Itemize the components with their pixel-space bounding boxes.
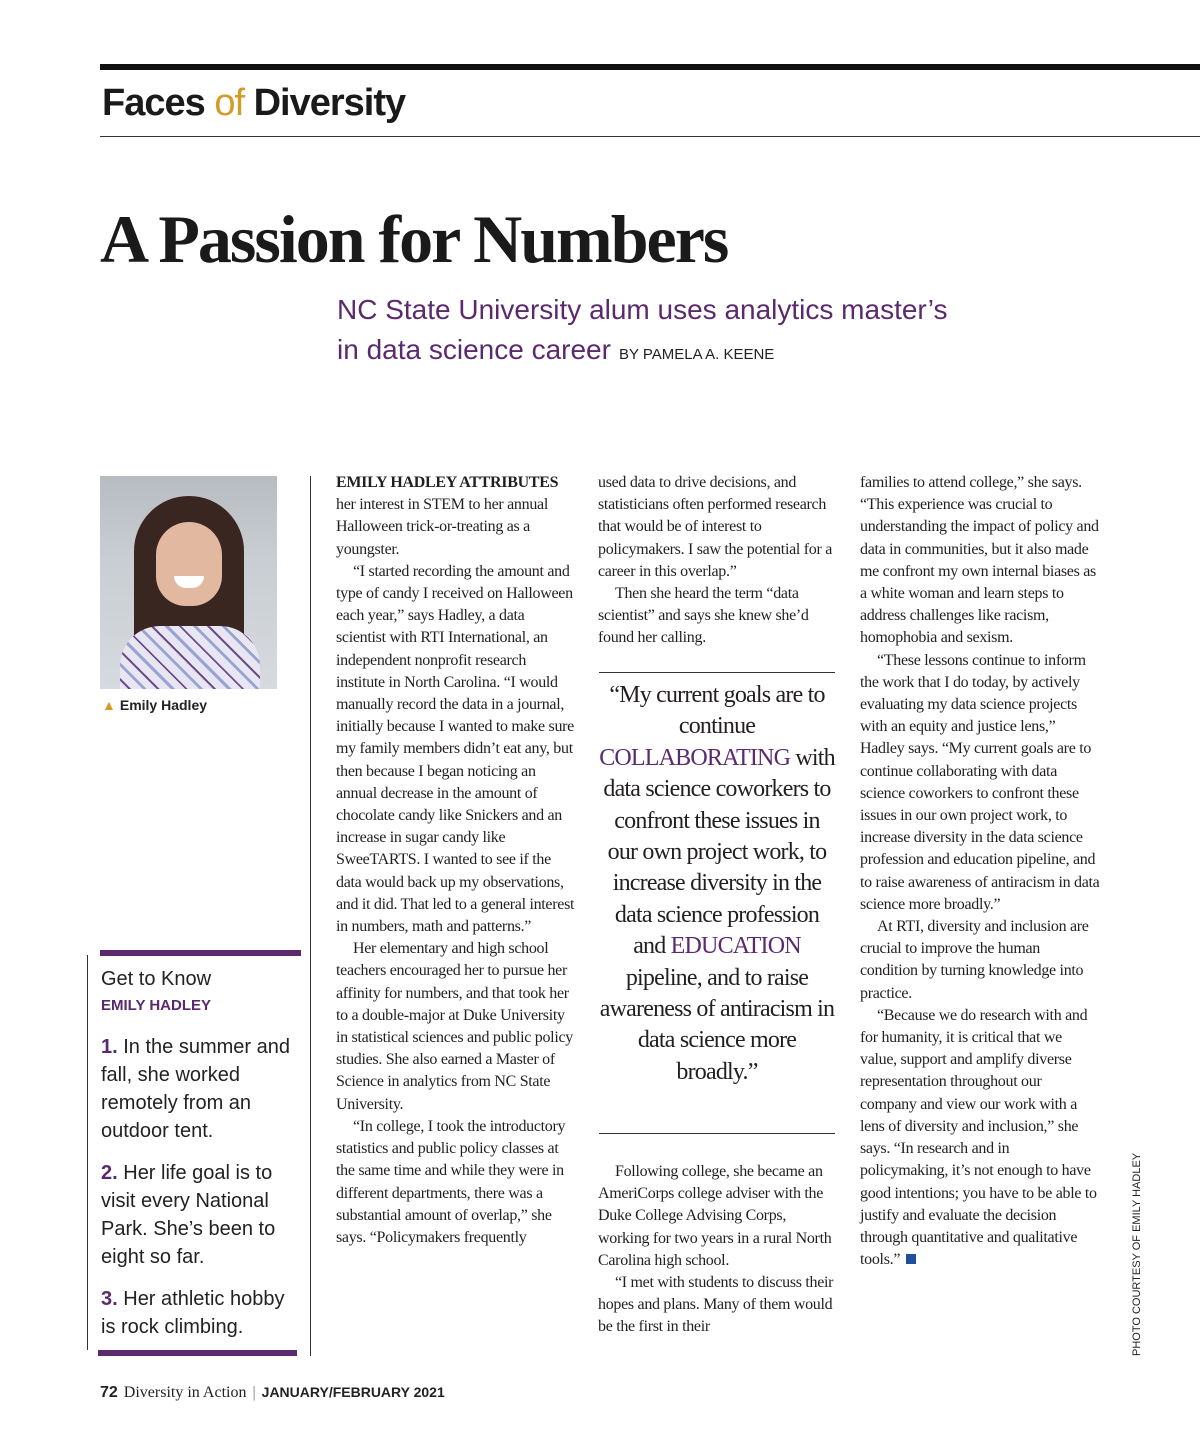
fact-1: 1. In the summer and fall, she worked remotely from an outdoor tent. xyxy=(101,1036,290,1142)
sidebar-left-rule xyxy=(87,955,88,1350)
photo-credit: PHOTO COURTESY OF EMILY HADLEY xyxy=(1131,1152,1143,1356)
paragraph: At RTI, diversity and inclusion are crucial to improve the human condition by turning knowledge into practice. xyxy=(860,918,1089,1002)
magazine-name: Diversity in Action xyxy=(123,1384,247,1401)
section-of: of xyxy=(214,82,245,124)
pullquote-bottom-rule xyxy=(599,1133,835,1134)
body-column-3 xyxy=(860,472,1100,1271)
top-rule xyxy=(100,64,1200,70)
deck-line-1: NC State University alum uses analytics master’s xyxy=(337,294,948,325)
paragraph: “I started recording the amount and type of candy I received on Halloween each year,” says Hadley, a data scientist with RTI International, an independent nonprofit research institute in North Carolina. “I would manually record the data in a journal, initially because I wanted to make sure my family members didn’t eat any, but then because I began noticing an annual decrease in the amount of chocolate candy like Snickers and an increase in sugar candy like SweeTARTS. I wanted to see if the data would back up my observations, and it did. That led to a general interest in numbers, math and patterns.” xyxy=(336,562,575,936)
sidebar-bottom-bar xyxy=(98,1350,297,1356)
sidebar-heading: Get to Know xyxy=(101,968,212,990)
header-rule xyxy=(100,136,1200,137)
fact-3: 3. Her athletic hobby is rock climbing. xyxy=(101,1288,285,1338)
paragraph: Following college, she became an AmeriCorps college adviser with the Duke College Advising Corps, working for two years in a rural North Carolina high school. xyxy=(598,1163,832,1269)
paragraph: “These lessons continue to inform the work that I do today, by actively evaluating my data science projects with an equity and justice lens,” Hadley says. “My current goals are to continue collaborating with data science coworkers to confront these issues in our own project work, to increase diversity in the data science profession and education pipeline, and to raise awareness of antiracism in data science more broadly.” xyxy=(860,651,1100,913)
deck-line-2: in data science career xyxy=(337,334,611,365)
column-divider xyxy=(310,476,311,1356)
body-column-1 xyxy=(336,472,576,1249)
section-heading xyxy=(102,82,405,125)
paragraph: “I met with students to discuss their hopes and plans. Many of them would be the first in their xyxy=(598,1274,834,1336)
paragraph: families to attend college,” she says. “This experience was crucial to understanding the impact of policy and data in communities, but it also made me confront my own internal biases as a white woman and learn steps to address challenges like racism, homophobia and sexism. xyxy=(860,474,1099,647)
triangle-icon: ▲ xyxy=(102,697,116,713)
section-pre: Faces xyxy=(102,82,215,124)
article-deck xyxy=(337,290,1057,375)
photo-caption xyxy=(102,697,207,713)
paragraph: Then she heard the term “data scientist” and says she knew she’d found her calling. xyxy=(598,585,809,647)
body-column-2-bottom xyxy=(598,1161,838,1339)
pull-quote: “My current goals are to continue COLLABORATING with data science coworkers to confront these issues in our own project work, to increase diversity in the data science profession and EDUCATION pipeline, and to raise awareness of antiracism in data science more broadly.” xyxy=(599,682,835,1085)
paragraph: used data to drive decisions, and statisticians often performed research that would be of interest to policymakers. I saw the potential for a career in this overlap.” xyxy=(598,474,832,580)
byline: BY PAMELA A. KEENE xyxy=(618,346,775,363)
end-mark-icon xyxy=(906,1254,916,1264)
caption-text: Emily Hadley xyxy=(119,697,208,713)
sidebar-name: EMILY HADLEY xyxy=(101,997,212,1014)
fact-2: 2. Her life goal is to visit every National Park. She’s been to eight so far. xyxy=(101,1162,276,1268)
page-number: 72 xyxy=(100,1384,118,1401)
paragraph: EMILY HADLEY ATTRIBUTES her interest in STEM to her annual Halloween trick-or-treating as a youngster. xyxy=(336,474,559,558)
portrait-photo xyxy=(100,476,277,689)
sidebar-top-bar xyxy=(100,950,301,956)
article-title: A Passion for Numbers xyxy=(100,201,728,277)
issue-date: JANUARY/FEBRUARY 2021 xyxy=(261,1384,445,1400)
footer-separator: | xyxy=(252,1384,256,1401)
section-post: Diversity xyxy=(244,82,406,124)
pullquote-top-rule xyxy=(599,672,835,673)
body-column-2-top xyxy=(598,472,838,650)
paragraph: Her elementary and high school teachers encouraged her to pursue her affinity for numbers, and that took her to a double-major at Duke University in statistical sciences and public policy studies. She also earned a Master of Science in analytics from NC State University. xyxy=(336,940,573,1113)
page-footer xyxy=(100,1384,445,1402)
paragraph: “Because we do research with and for humanity, it is critical that we value, support and amplify diverse representation throughout our company and view our work with a lens of diversity and inclusion,” she says. “In research and in policymaking, it’s not enough to have good intentions; you have to be able to justify and evaluate the decision through quantitative and qualitative tools.” xyxy=(860,1006,1097,1269)
paragraph: “In college, I took the introductory statistics and public policy classes at the same time and while they were in different departments, there was a substantial amount of overlap,” she says. “Policymakers frequently xyxy=(336,1117,566,1246)
